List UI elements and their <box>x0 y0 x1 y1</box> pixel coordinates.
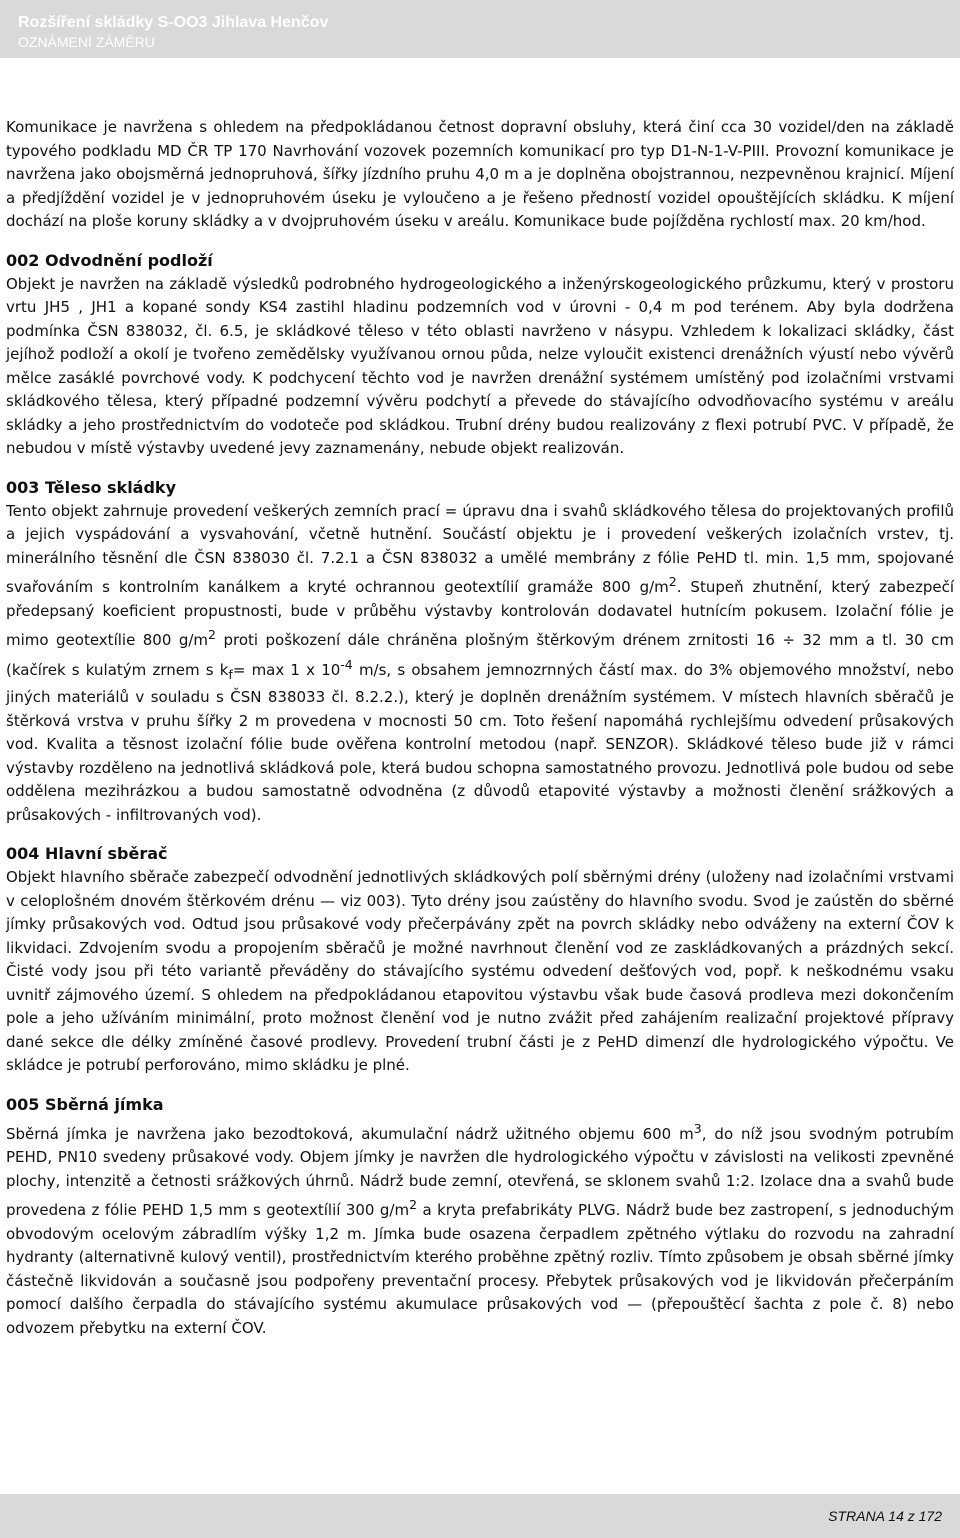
section-heading-002: 002 Odvodnění podloží <box>6 250 213 270</box>
document-title: Rozšíření skládky S-OO3 Jihlava Henčov <box>18 14 329 31</box>
intro-paragraph: Komunikace je navržena s ohledem na předpokládanou četnost dopravní obsluhy, která činí cca 30 vozidel/den na základě typového podkladu MD ČR TP 170 Navrhování vozovek pozemních komunikací pro typ D1-N-1-V-PIII. Provozní komunikace je navržena jako obojsměrná jednopruhová, šířky jízdního pruhu 4,0 m a je doplněna obojstrannou, nezpevněnou krajnicí. Míjení a předjíždění vozidel je v jednopruhovém úseku je vyloučeno a je řešeno předností vozidel opouštějících skládku. K míjení dochází na ploše koruny skládky a v dvojpruhovém úseku v areálu. Komunikace bude pojížděna rychlostí max. 20 km/hod. <box>6 118 954 230</box>
page-footer <box>0 1494 960 1538</box>
text-run: . Stupeň zhutnění, který zabezpečí předepsaný koeficient propustnosti, bude v průběhu výstavby kontrolován dodavatel hutnícím pokusem. Izolační fólie je mimo geotextílie 800 g/m <box>6 578 954 649</box>
section-heading-005: 005 Sběrná jímka <box>6 1094 164 1114</box>
page-header <box>0 0 960 58</box>
section-heading-003: 003 Těleso skládky <box>6 477 176 497</box>
text-run: proti poškození dále chráněna plošným štěrkovým drénem zrnitosti 16 ÷ 32 mm a tl. 30 cm (kačírek s kulatým zrnem s k <box>6 631 954 679</box>
text-run: m/s, s obsahem jemnozrnných částí max. do 3% objemového množství, nebo jiných materiálů v souladu s ČSN 838033 čl. 8.2.2.), který je doplněn drenážním systémem. V místech hlavních sběračů je štěrková vrstva v pruhu šířky 2 m provedena v mocnosti 50 cm. Toto řešení napomáhá rychlejšímu odvedení průsakových vod. Kvalita a těsnost izolační fólie bude ověřena kontrolní metodou (např. SENZOR). Skládkové těleso bude již v rámci výstavby rozděleno na jednotlivá skládková pole, která budou schopna samostatného provozu. Jednotlivá pole budou od sebe oddělena mezihrázkou a budou samostatně odvodněna (z důvodů etapovité výstavby a možnosti členění srážkových a průsakových - infiltrovaných vod). <box>6 660 954 824</box>
document-body <box>6 116 954 1340</box>
section-text-005 <box>6 1117 954 1341</box>
superscript: -4 <box>340 656 353 672</box>
superscript: 2 <box>208 627 216 642</box>
superscript: 2 <box>668 574 677 589</box>
subscript: f <box>228 666 233 682</box>
text-run: Sběrná jímka je navržena jako bezodtoková, akumulační nádrž užitného objemu 600 m <box>6 1124 694 1143</box>
text-run: a kryta prefabrikáty PLVG. Nádrž bude bez zastropení, s jednoduchým obvodovým ocelovým zábradlím výšky 1,2 m. Jímka bude osazena čerpadlem zpětného výtlaku do rozvodu na zahradní hydranty (alternativně kulový ventil), prostřednictvím kterého proběhne zpětný rozliv. Tímto způsobem je obsah sběrné jímky částečně likvidován a současně jsou podpořeny preventační procesy. Přebytek průsakových vod je likvidován přečerpáním pomocí dalšího čerpadla do stávajícího systému akumulace průsakových vod — (přepouštěcí šachta z pole č. 8) nebo odvozem přebytku na externí ČOV. <box>6 1201 954 1337</box>
section-text-002: Objekt je navržen na základě výsledků podrobného hydrogeologického a inženýrskogeologického průzkumu, který v prostoru vrtu JH5 , JH1 a kopané sondy KS4 zastihl hladinu podzemních vod v úrovni - 0,4 m pod terénem. Aby byla dodržena podmínka ČSN 838032, čl. 6.5, je skládkové těleso v této oblasti navrženo v násypu. Vzhledem k lokalizaci skládky, část jejíhož podloží a okolí je tvořeno zemědělsky využívanou ornou půda, nelze vyloučit existenci drenážních výustí nebo vývěrů mělce zasáklé povrchové vody. K podchycení těchto vod je navržen drenážní systémem umístěný pod izolačními vrstvami skládkového tělesa, který případné podzemní vývěru podchytí a převede do stávajícího odvodňovacího systému v areálu skládky a jeho prostřednictvím do vodoteče pod skládkou. Trubní drény budou realizovány z flexi potrubí PVC. V případě, že nebudou v místě výstavby uvedené jevy zaznamenány, nebude objekt realizován. <box>6 274 954 457</box>
document-subtitle: OZNÁMENÍ ZÁMĚRU <box>18 34 155 50</box>
section-heading-004: 004 Hlavní sběrač <box>6 844 168 863</box>
text-run: Tento objekt zahrnuje provedení veškerých zemních prací = úpravu dna i svahů skládkového tělesa do projektovaných profilů a jejich vyspádování a vysvahování, včetně hutnění. Součástí objektu je i provedení veškerých izolačních vrstev, tj. minerálního těsnění dle ČSN 838030 čl. 7.2.1 a ČSN 838032 a umělé membrány z fólie PeHD tl. min. 1,5 mm, spojované svařováním s kontrolním kanálkem a kryté ochrannou geotextílií gramáže 800 g/m <box>6 501 954 596</box>
text-run: , do níž jsou svodným potrubím PEHD, PN10 svedeny průsakové vody. Objem jímky je navržen dle hydrologického výpočtu v závislosti na velikosti zpevněné plochy, intenzitě a četnosti srážkových úhrnů. Nádrž bude zemní, otevřená, se sklonem svahů 1:2. Izolace dna a svahů bude provedena z fólie PEHD 1,5 mm s geotextílií 300 g/m <box>6 1124 955 1219</box>
section-text-003 <box>6 500 954 828</box>
page-number: STRANA 14 z 172 <box>828 1508 942 1524</box>
text-run: = max 1 x 10 <box>232 660 341 679</box>
superscript: 3 <box>693 1120 702 1136</box>
section-text-004: Objekt hlavního sběrače zabezpečí odvodnění jednotlivých skládkových polí sběrnými drény (uloženy nad izolačními vrstvami v celoplošném dnovém štěrkovém drénu — viz 003). Tyto drény jsou zaústěny do hlavního svodu. Svod je zaústěn do sběrné jímky průsakových vod. Odtud jsou průsakové vody přečerpávány zpět na povrch skládky nebo odváženy na externí ČOV k likvidaci. Zdvojením svodu a propojením sběračů je možné navrhnout členění vod ze zaskládkovaných a prázdných sekcí. Čisté vody jsou při této variantě převáděny do stávajícího systému odvedení dešťových vod, popř. k neškodnému vsaku uvnitř zájmového území. S ohledem na předpokládanou etapovitou výstavbu však bude časová prodleva mezi dokončením pole a jeho užíváním minimální, proto možnost členění vod je nutno zvážit před zahájením realizační projektové přípravy dané sekce dle délky zmíněné časové prodlevy. Provedení trubní části je z PeHD dimenzí dle hydrologického výpočtu. Ve skládce je potrubí perforováno, mimo skládku je plné. <box>6 868 954 1074</box>
superscript: 2 <box>409 1197 418 1212</box>
